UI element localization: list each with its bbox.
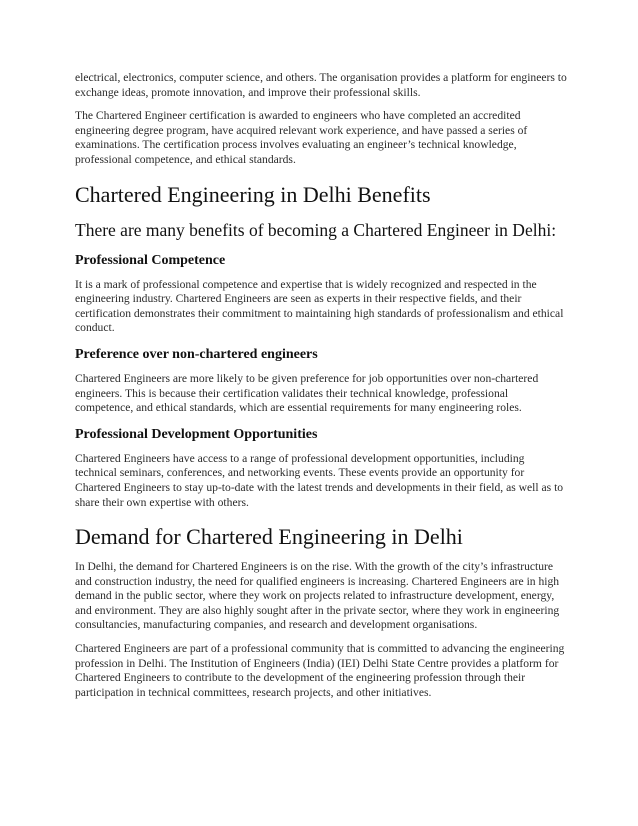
intro-paragraph-2: The Chartered Engineer certification is awarded to engineers who have completed an accredited engineering degree program, have acquired relevant work experience, and have passed a series of examinations. The certification process involves evaluating an engineer’s technical knowledge, professional competence, and ethical standards. [75,109,528,166]
benefits-subheading: There are many benefits of becoming a Chartered Engineer in Delhi: [75,219,557,240]
benefit-title-professional-competence: Professional Competence [75,252,226,268]
intro-paragraph-1: electrical, electronics, computer science, and others. The organisation provides a platform for engineers to exchange ideas, promote innovation, and improve their professional skills. [75,71,567,99]
demand-paragraph-2: Chartered Engineers are part of a professional community that is committed to advancing the engineering profession in Delhi. The Institution of Engineers (India) (IEI) Delhi State Centre provides a platform for Chartered Engineers to contribute to the development of the engineering profession through their participation in technical committees, research projects, and other initiatives. [75,642,565,699]
document-page [75,71,567,709]
demand-paragraph-1: In Delhi, the demand for Chartered Engineers is on the rise. With the growth of the city’s infrastructure and construction industry, the need for qualified engineers is increasing. Chartered Engineers are in high demand in the public sector, where they work on projects related to infrastructure development, energy, and environment. They are also highly sought after in the private sector, where they work in engineering consultancies, manufacturing companies, and research and development organisations. [75,560,560,632]
benefits-heading: Chartered Engineering in Delhi Benefits [75,181,431,207]
benefit-text-preference: Chartered Engineers are more likely to be given preference for job opportunities over non-chartered engineers. This is because their certification validates their technical knowledge, professional competence, and ethical standards, which are essential requirements for many engineering roles. [75,371,539,415]
benefit-title-preference: Preference over non-chartered engineers [75,346,318,362]
benefit-title-development: Professional Development Opportunities [75,426,318,442]
benefit-text-development: Chartered Engineers have access to a range of professional development opportunities, including technical seminars, conferences, and networking events. These events provide an opportunity for Chartered Engineers to stay up-to-date with the latest trends and developments in their field, as well as to share their own expertise with others. [75,451,564,509]
benefit-text-professional-competence: It is a mark of professional competence and expertise that is widely recognized and respected in the engineering industry. Chartered Engineers are seen as experts in their respective fields, and their certification demonstrates their commitment to maintaining high standards of professionalism and ethical conduct. [75,277,564,335]
demand-heading: Demand for Chartered Engineering in Delhi [75,524,463,550]
